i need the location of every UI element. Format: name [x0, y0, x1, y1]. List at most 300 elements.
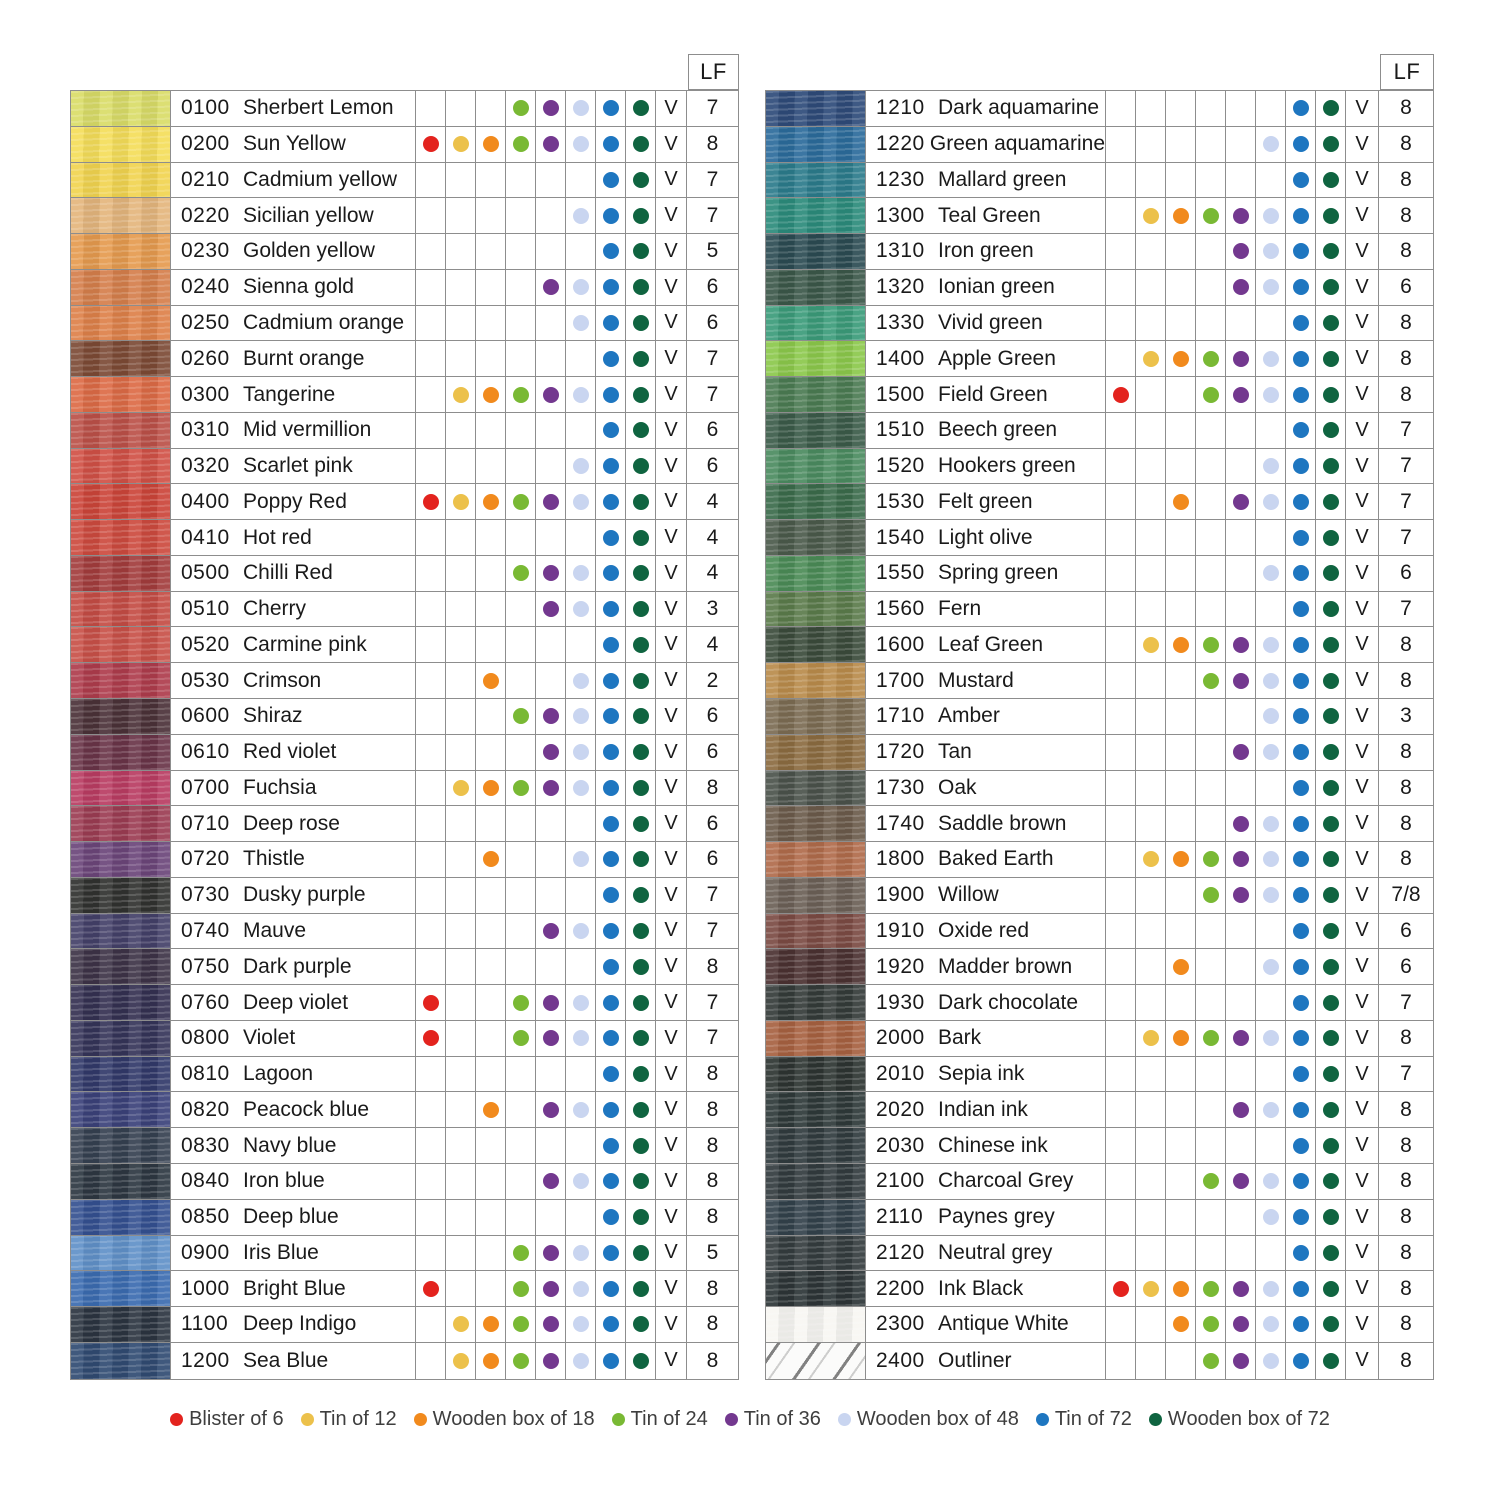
pencil-name: Beech green [938, 418, 1058, 442]
pencil-name: Green aquamarine [929, 132, 1105, 156]
vegan-mark: V [1346, 413, 1379, 448]
legend-dot-icon [301, 1413, 314, 1426]
set-dot-cell [1316, 1164, 1346, 1199]
set-dot-cell [1226, 1200, 1256, 1235]
pencil-name: Madder brown [938, 954, 1073, 978]
pencil-code: 1910 [876, 918, 925, 942]
lightfastness-value: 8 [1400, 167, 1412, 191]
table-row [766, 914, 1433, 950]
pencil-label-cell [171, 1307, 416, 1342]
set-dot-cell [596, 771, 626, 806]
set-dot-cell [446, 484, 476, 519]
set-dot [633, 1281, 649, 1297]
vegan-mark: V [1346, 806, 1379, 841]
pencil-code: 0320 [181, 454, 230, 478]
colour-swatch [71, 985, 171, 1020]
vegan-mark: V [656, 735, 687, 770]
set-dot [513, 708, 529, 724]
set-dot [1143, 637, 1159, 653]
set-dot-cell [416, 198, 446, 233]
pencil-label-cell [171, 1092, 416, 1127]
pencil-name: Oxide red [938, 918, 1030, 942]
set-dot-cell [566, 1164, 596, 1199]
set-dot [633, 172, 649, 188]
set-dot-cell [476, 806, 506, 841]
set-dot-cell [626, 163, 656, 198]
set-dot [633, 1173, 649, 1189]
set-dot [513, 136, 529, 152]
set-dot [1293, 923, 1309, 939]
set-dot-cell [1256, 270, 1286, 305]
pencil-code: 0760 [181, 990, 230, 1014]
set-dot [483, 673, 499, 689]
set-dot-cell [476, 985, 506, 1020]
set-dot-cell [1256, 1200, 1286, 1235]
set-dot-cell [446, 306, 476, 341]
vegan-mark: V [656, 985, 687, 1020]
set-dot-cell [626, 699, 656, 734]
set-dot-cell [1226, 198, 1256, 233]
set-dot-cell [566, 592, 596, 627]
colour-swatch [766, 520, 866, 555]
legend-item [414, 1408, 595, 1431]
colour-swatch [766, 1092, 866, 1127]
set-dot-cell [566, 1271, 596, 1306]
colour-swatch [71, 198, 171, 233]
set-dot-cell [416, 1236, 446, 1271]
set-dot-cell [1286, 699, 1316, 734]
set-dot-cell [1136, 1164, 1166, 1199]
table-row [766, 1021, 1433, 1057]
pencil-label-cell [866, 914, 1106, 949]
set-dot-cell [1166, 1343, 1196, 1379]
set-dot-cell [1256, 627, 1286, 662]
set-dot-cell [446, 1057, 476, 1092]
set-dot-cell [536, 1271, 566, 1306]
set-dot [1203, 1316, 1219, 1332]
set-dot [1293, 708, 1309, 724]
table-row [766, 806, 1433, 842]
set-dot-cell [1106, 663, 1136, 698]
set-dot [513, 1353, 529, 1369]
table-row [766, 1128, 1433, 1164]
set-dot-cell [1256, 556, 1286, 591]
pencil-code: 1400 [876, 346, 925, 370]
vegan-mark: V [1346, 1092, 1379, 1127]
set-dot [1323, 1173, 1339, 1189]
set-dot [1293, 601, 1309, 617]
set-dot-cell [446, 1092, 476, 1127]
set-dot-cell [1106, 949, 1136, 984]
set-dot-cell [476, 306, 506, 341]
set-dot [633, 565, 649, 581]
pencil-name: Cherry [243, 597, 307, 621]
set-dot [1233, 1173, 1249, 1189]
set-dot-cell [1226, 663, 1256, 698]
set-dot [543, 136, 559, 152]
set-dot-cell [1166, 198, 1196, 233]
set-dot [603, 1353, 619, 1369]
set-dot [1293, 279, 1309, 295]
lightfastness-value: 6 [1400, 954, 1412, 978]
set-dot-cell [1226, 377, 1256, 412]
set-dot-cell [1316, 627, 1346, 662]
set-dot [513, 1245, 529, 1261]
set-dot [633, 708, 649, 724]
set-dot-cell [416, 771, 446, 806]
colour-swatch [766, 556, 866, 591]
set-dot-cell [1106, 556, 1136, 591]
set-dot-cell [536, 806, 566, 841]
set-dot [1263, 744, 1279, 760]
set-dot [633, 458, 649, 474]
set-dot-cell [506, 234, 536, 269]
vegan-mark: V [656, 306, 687, 341]
set-dot-cell [1166, 163, 1196, 198]
colour-swatch [71, 1164, 171, 1199]
pencil-label-cell [866, 735, 1106, 770]
set-dot-cell [566, 771, 596, 806]
set-dot [513, 494, 529, 510]
set-dot-cell [1286, 484, 1316, 519]
colour-swatch [766, 270, 866, 305]
lightfastness-value: 8 [1400, 1348, 1412, 1372]
set-dot [633, 387, 649, 403]
table-row [71, 163, 738, 199]
pencil-label-cell [866, 91, 1106, 126]
set-dot-cell [596, 377, 626, 412]
pencil-code: 2030 [876, 1133, 925, 1157]
set-dot [1233, 494, 1249, 510]
set-dot [603, 208, 619, 224]
set-dot-cell [566, 377, 596, 412]
set-dot-cell [506, 1307, 536, 1342]
set-dot-cell [596, 1164, 626, 1199]
set-dot-cell [536, 699, 566, 734]
pencil-name: Burnt orange [243, 346, 365, 370]
pencil-name: Navy blue [243, 1133, 337, 1157]
set-dot [1323, 1316, 1339, 1332]
set-dot [1293, 959, 1309, 975]
set-dot-cell [1136, 377, 1166, 412]
set-dot-cell [1106, 127, 1136, 162]
pencil-name: Poppy Red [243, 489, 347, 513]
table-row [71, 878, 738, 914]
set-dot [603, 172, 619, 188]
vegan-mark: V [1346, 878, 1379, 913]
set-dot [1233, 744, 1249, 760]
set-dot-cell [536, 771, 566, 806]
set-dot-cell [596, 306, 626, 341]
lightfastness-value: 8 [706, 1312, 719, 1336]
set-dot-cell [476, 270, 506, 305]
vegan-mark: V [656, 1200, 687, 1235]
set-dot [543, 1173, 559, 1189]
set-dot-cell [596, 1021, 626, 1056]
set-dot [1263, 851, 1279, 867]
set-dot-cell [1196, 1021, 1226, 1056]
set-dot-cell [1166, 1164, 1196, 1199]
pencil-code: 0510 [181, 597, 230, 621]
set-dot-cell [1226, 1128, 1256, 1163]
set-dot [573, 458, 589, 474]
set-dot-cell [596, 985, 626, 1020]
set-dot [1173, 851, 1189, 867]
set-dot [483, 1102, 499, 1118]
set-dot-cell [1166, 556, 1196, 591]
colour-swatch [766, 413, 866, 448]
table-row [766, 735, 1433, 771]
pencil-code: 0800 [181, 1026, 230, 1050]
legend-item [612, 1408, 708, 1431]
set-dot-cell [1166, 1236, 1196, 1271]
pencil-label-cell [866, 377, 1106, 412]
set-dot-cell [1256, 377, 1286, 412]
set-dot-cell [1166, 234, 1196, 269]
set-dot-cell [1136, 1128, 1166, 1163]
colour-swatch [71, 699, 171, 734]
set-dot [603, 243, 619, 259]
legend-item [1149, 1408, 1330, 1431]
set-dot-cell [536, 1200, 566, 1235]
set-dot [1233, 887, 1249, 903]
set-dot-cell [566, 1057, 596, 1092]
set-dot [1323, 995, 1339, 1011]
pencil-label-cell [171, 663, 416, 698]
set-dot-cell [416, 1057, 446, 1092]
set-dot [1233, 387, 1249, 403]
legend-dot-icon [612, 1413, 625, 1426]
set-dot-cell [1256, 1307, 1286, 1342]
pencil-code: 0840 [181, 1169, 230, 1193]
colour-swatch [766, 699, 866, 734]
pencil-name: Sicilian yellow [243, 203, 374, 227]
set-dot-cell [1316, 949, 1346, 984]
set-dot-cell [1316, 413, 1346, 448]
set-dot [1323, 458, 1339, 474]
set-dot-cell [1316, 377, 1346, 412]
set-dot-cell [1136, 1200, 1166, 1235]
colour-swatch [766, 91, 866, 126]
lightfastness-value: 7 [706, 883, 719, 907]
set-dot-cell [506, 914, 536, 949]
set-dot-cell [1226, 949, 1256, 984]
set-dot-cell [476, 1236, 506, 1271]
set-dot [633, 1066, 649, 1082]
set-dot [573, 279, 589, 295]
set-dot [1323, 1209, 1339, 1225]
set-dot [1263, 1316, 1279, 1332]
set-dot-cell [626, 1164, 656, 1199]
pencil-code: 0610 [181, 740, 230, 764]
set-dot [453, 136, 469, 152]
table-row [71, 341, 738, 377]
table-row [71, 1164, 738, 1200]
colour-swatch [71, 1128, 171, 1163]
lightfastness-value: 8 [706, 1097, 719, 1121]
set-dot [573, 1102, 589, 1118]
set-dot [633, 995, 649, 1011]
set-dot [1203, 851, 1219, 867]
pencil-name: Dusky purple [243, 883, 366, 907]
pencil-code: 1210 [876, 96, 925, 120]
vegan-mark: V [656, 1271, 687, 1306]
lightfastness-value: 8 [1400, 811, 1412, 835]
set-dot [1323, 1138, 1339, 1154]
set-dot-cell [1286, 1271, 1316, 1306]
table-row [766, 1164, 1433, 1200]
lightfastness-value: 8 [1400, 1097, 1412, 1121]
set-dot-cell [1166, 1307, 1196, 1342]
set-dot-cell [536, 1307, 566, 1342]
set-dot-cell [446, 270, 476, 305]
colour-swatch [71, 270, 171, 305]
colour-swatch [766, 306, 866, 341]
set-dot-cell [1136, 341, 1166, 376]
set-dot-cell [1136, 1307, 1166, 1342]
set-dot [1293, 1173, 1309, 1189]
set-dot-cell [626, 234, 656, 269]
set-dot [1143, 1030, 1159, 1046]
set-dot [1173, 1281, 1189, 1297]
colour-swatch [71, 163, 171, 198]
set-dot-cell [1136, 234, 1166, 269]
set-dot-cell [1166, 1057, 1196, 1092]
table-row [71, 735, 738, 771]
set-dot-cell [596, 270, 626, 305]
colour-swatch [71, 1271, 171, 1306]
set-dot-cell [476, 449, 506, 484]
pencil-code: 1520 [876, 454, 925, 478]
pencil-label-cell [171, 520, 416, 555]
set-dot [483, 136, 499, 152]
set-dot-cell [1136, 985, 1166, 1020]
vegan-mark: V [1346, 627, 1379, 662]
lightfastness-value: 8 [1400, 1276, 1412, 1300]
vegan-mark: V [1346, 163, 1379, 198]
set-dot-cell [416, 627, 446, 662]
set-dot-cell [626, 1092, 656, 1127]
set-dot-cell [1136, 520, 1166, 555]
set-dot [1293, 1102, 1309, 1118]
set-dot [603, 744, 619, 760]
set-dot [603, 100, 619, 116]
set-dot-cell [506, 735, 536, 770]
set-dot-cell [1316, 985, 1346, 1020]
set-dot-cell [1106, 1021, 1136, 1056]
set-dot-cell [626, 771, 656, 806]
pencil-label-cell [866, 1236, 1106, 1271]
set-dot [1263, 387, 1279, 403]
set-dot-cell [1256, 1021, 1286, 1056]
pencil-code: 2300 [876, 1312, 925, 1336]
set-dot-cell [476, 592, 506, 627]
vegan-mark: V [1346, 1057, 1379, 1092]
set-dot [483, 387, 499, 403]
colour-swatch [766, 127, 866, 162]
set-dot-cell [596, 699, 626, 734]
lightfastness-value: 6 [1400, 275, 1412, 299]
set-dot-cell [566, 806, 596, 841]
set-dot-cell [1136, 413, 1166, 448]
set-dot [603, 923, 619, 939]
set-dot-cell [446, 735, 476, 770]
set-dot-cell [446, 1021, 476, 1056]
set-dot [603, 1173, 619, 1189]
set-dot-cell [1166, 771, 1196, 806]
set-dot [573, 1281, 589, 1297]
colour-swatch [71, 1236, 171, 1271]
set-dot-cell [476, 484, 506, 519]
table-row [766, 699, 1433, 735]
set-dot-cell [1136, 270, 1166, 305]
colour-swatch [766, 1236, 866, 1271]
table-row [71, 306, 738, 342]
set-dot-cell [1166, 985, 1196, 1020]
lightfastness-value: 6 [1400, 918, 1412, 942]
lightfastness-value: 6 [706, 847, 719, 871]
set-dot-cell [536, 1057, 566, 1092]
set-dot-cell [1196, 627, 1226, 662]
lightfastness-value: 8 [1400, 775, 1412, 799]
vegan-mark: V [656, 1343, 687, 1379]
set-dot-cell [476, 341, 506, 376]
set-dot-cell [1106, 270, 1136, 305]
set-dot [1323, 816, 1339, 832]
set-dot-cell [566, 842, 596, 877]
set-dot-cell [1226, 1236, 1256, 1271]
pencil-code: 0700 [181, 775, 230, 799]
table-row [766, 592, 1433, 628]
pencil-label-cell [866, 341, 1106, 376]
lightfastness-value: 8 [706, 1169, 719, 1193]
set-dot-cell [1286, 1092, 1316, 1127]
pencil-name: Golden yellow [243, 239, 375, 263]
set-dot-cell [1106, 806, 1136, 841]
set-dot-cell [596, 592, 626, 627]
pencil-label-cell [171, 806, 416, 841]
set-dot-cell [566, 449, 596, 484]
legend-label: Wooden box of 18 [432, 1408, 595, 1430]
legend-dot-icon [170, 1413, 183, 1426]
set-dot-cell [476, 1200, 506, 1235]
set-dot-cell [1196, 771, 1226, 806]
set-dot [1293, 458, 1309, 474]
set-dot-cell [1226, 127, 1256, 162]
pencil-name: Vivid green [938, 310, 1043, 334]
set-dot [1263, 1281, 1279, 1297]
vegan-mark: V [656, 592, 687, 627]
set-dot-cell [596, 127, 626, 162]
set-dot-cell [1136, 449, 1166, 484]
set-dot [1263, 673, 1279, 689]
set-dot-cell [1226, 914, 1256, 949]
set-dot [1263, 708, 1279, 724]
set-dot-cell [536, 413, 566, 448]
set-dot-cell [1226, 234, 1256, 269]
pencil-name: Ionian green [938, 275, 1055, 299]
set-dot [603, 673, 619, 689]
set-dot [1293, 387, 1309, 403]
set-dot-cell [1196, 914, 1226, 949]
colour-swatch [71, 449, 171, 484]
set-dot-cell [1226, 1271, 1256, 1306]
lightfastness-value: 7 [1400, 525, 1412, 549]
set-dot-cell [446, 341, 476, 376]
table-row [71, 556, 738, 592]
set-dot [603, 1316, 619, 1332]
vegan-mark: V [656, 556, 687, 591]
